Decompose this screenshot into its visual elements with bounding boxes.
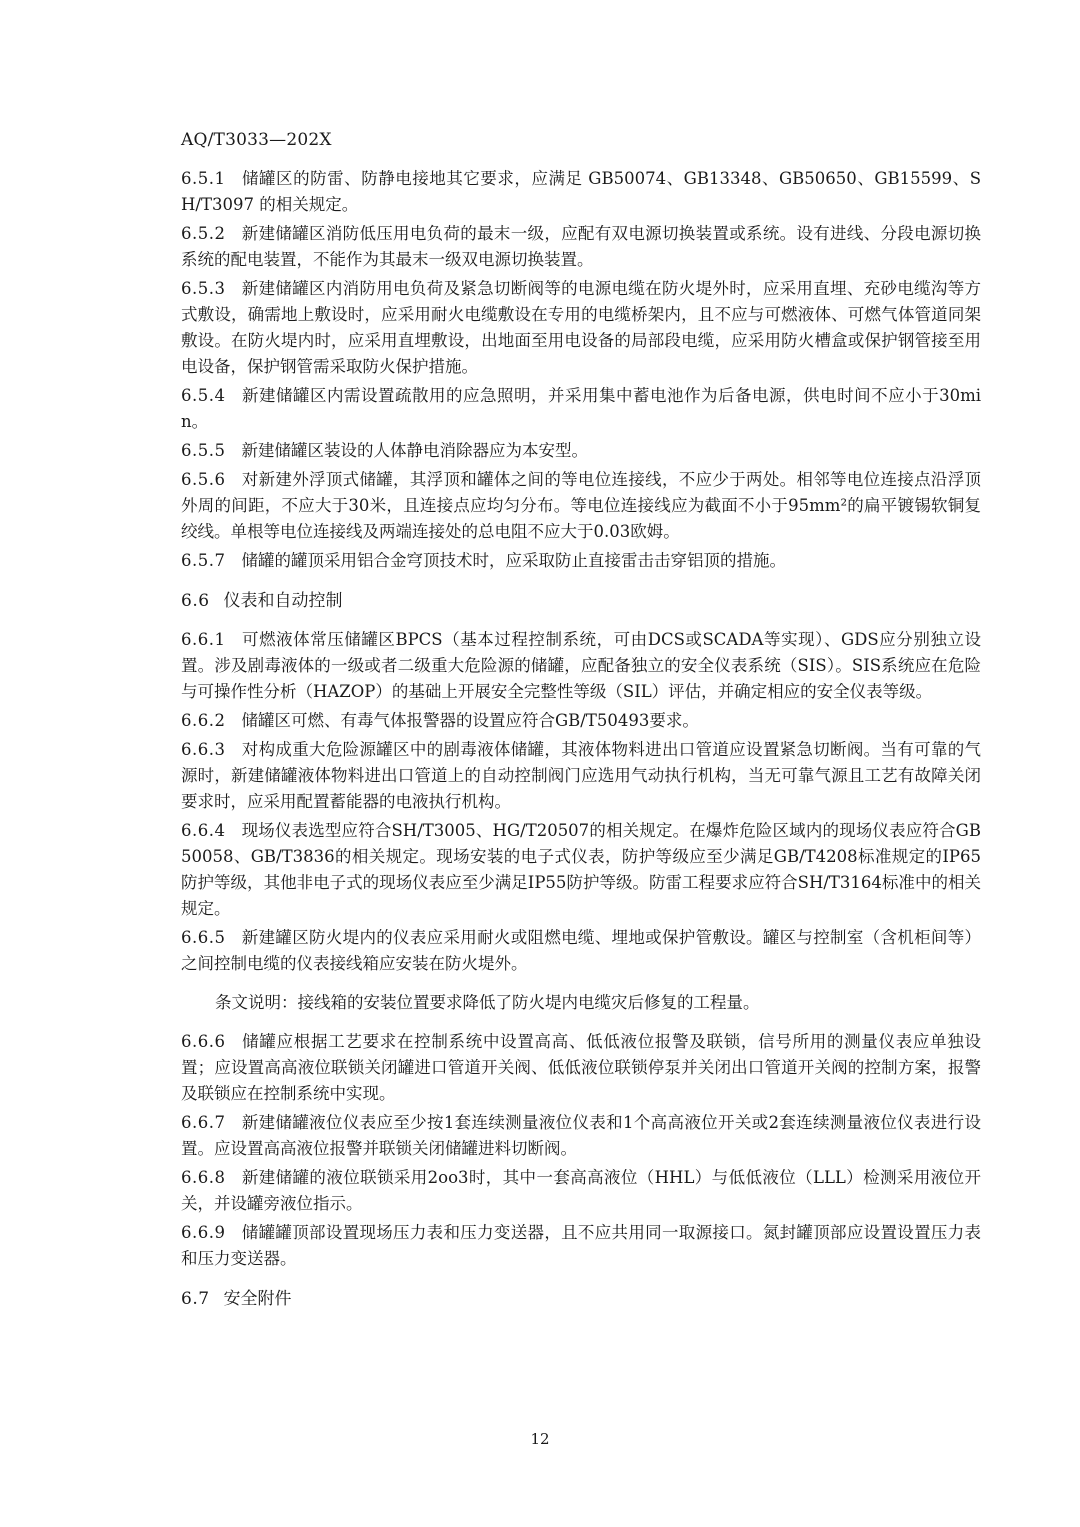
section-number: 6.6 [181,591,210,611]
section-heading-6-7 [181,1287,981,1311]
clause-number: 6.5.5 [181,441,226,460]
clause-number: 6.5.2 [181,224,226,243]
clause-number: 6.6.7 [181,1113,226,1132]
clause-text: 储罐区可燃、有毒气体报警器的设置应符合GB/T50493要求。 [241,711,699,730]
section-title: 安全附件 [223,1289,292,1309]
clause-6-5-4 [181,383,981,435]
clause-text: 新建罐区防火堤内的仪表应采用耐火或阻燃电缆、埋地或保护管敷设。罐区与控制室（含机柜间等）之间控制电缆的仪表接线箱应安装在防火堤外。 [181,928,981,973]
page-content [181,166,981,1325]
clause-text: 储罐罐顶部设置现场压力表和压力变送器，且不应共用同一取源接口。氮封罐顶部应设置设置压力表和压力变送器。 [181,1223,981,1268]
clause-6-6-9 [181,1220,981,1272]
clause-6-6-1 [181,627,981,705]
clause-number: 6.5.4 [181,386,226,405]
clause-6-5-7 [181,548,981,574]
clause-6-5-6 [181,467,981,545]
clause-6-5-3 [181,276,981,380]
clause-number: 6.6.8 [181,1168,226,1187]
document-code: AQ/T3033—202X [181,130,332,150]
clause-number: 6.5.7 [181,551,226,570]
clause-number: 6.6.6 [181,1032,226,1051]
clause-number: 6.6.5 [181,928,226,947]
section-title: 仪表和自动控制 [223,591,343,611]
clause-text: 储罐的罐顶采用铝合金穹顶技术时，应采取防止直接雷击击穿铝顶的措施。 [241,551,786,570]
clause-6-6-5 [181,925,981,977]
clause-text: 可燃液体常压储罐区BPCS（基本过程控制系统，可由DCS或SCADA等实现）、GDS应分别独立设置。涉及剧毒液体的一级或者二级重大危险源的储罐，应配备独立的安全仪表系统（SIS）。SIS系统应在危险与可操作性分析（HAZOP）的基础上开展安全完整性等级（SIL）评估，并确定相应的安全仪表等级。 [181,630,981,701]
clause-text: 对新建外浮顶式储罐，其浮顶和罐体之间的等电位连接线，不应少于两处。相邻等电位连接点沿浮顶外周的间距，不应大于30米，且连接点应均匀分布。等电位连接线应为截面不小于95mm²的扁平镀锡软铜复绞线。单根等电位连接线及两端连接处的总电阻不应大于0.03欧姆。 [181,470,981,541]
clause-6-5-5 [181,438,981,464]
clause-number: 6.6.4 [181,821,226,840]
clause-text: 对构成重大危险源罐区中的剧毒液体储罐，其液体物料进出口管道应设置紧急切断阀。当有可靠的气源时，新建储罐液体物料进出口管道上的自动控制阀门应选用气动执行机构，当无可靠气源且工艺有故障关闭要求时，应采用配置蓄能器的电液执行机构。 [181,740,981,811]
section-heading-6-6 [181,589,981,613]
clause-6-5-2 [181,221,981,273]
clause-number: 6.5.1 [181,169,226,188]
clause-number: 6.5.3 [181,279,226,298]
clause-text: 新建储罐区内消防用电负荷及紧急切断阀等的电源电缆在防火堤外时，应采用直埋、充砂电缆沟等方式敷设，确需地上敷设时，应采用耐火电缆敷设在专用的电缆桥架内，且不应与可燃液体、可燃气体管道同架敷设。在防火堤内时，应采用直埋敷设，出地面至用电设备的局部段电缆，应采用防火槽盒或保护钢管接至用电设备，保护钢管需采取防火保护措施。 [181,279,981,376]
clause-explanation-note: 条文说明：接线箱的安装位置要求降低了防火堤内电缆灾后修复的工程量。 [215,993,760,1012]
clause-number: 6.6.3 [181,740,226,759]
clause-6-6-2 [181,708,981,734]
clause-6-6-4 [181,818,981,922]
section-number: 6.7 [181,1289,210,1309]
clause-6-6-7 [181,1110,981,1162]
clause-text: 新建储罐区装设的人体静电消除器应为本安型。 [241,441,588,460]
clause-text: 新建储罐区消防低压用电负荷的最末一级，应配有双电源切换装置或系统。设有进线、分段电源切换系统的配电装置，不能作为其最末一级双电源切换装置。 [181,224,981,269]
clause-text: 新建储罐的液位联锁采用2oo3时，其中一套高高液位（HHL）与低低液位（LLL）检测采用液位开关，并设罐旁液位指示。 [181,1168,981,1213]
clause-number: 6.6.2 [181,711,226,730]
clause-6-5-1 [181,166,981,218]
clause-text: 新建储罐液位仪表应至少按1套连续测量液位仪表和1个高高液位开关或2套连续测量液位仪表进行设置。应设置高高液位报警并联锁关闭储罐进料切断阀。 [181,1113,981,1158]
page-number: 12 [530,1430,550,1448]
clause-number: 6.6.1 [181,630,226,649]
clause-number: 6.5.6 [181,470,226,489]
clause-6-6-3 [181,737,981,815]
clause-text: 储罐区的防雷、防静电接地其它要求，应满足 GB50074、GB13348、GB50650、GB15599、SH/T3097 的相关规定。 [181,169,981,214]
clause-text: 现场仪表选型应符合SH/T3005、HG/T20507的相关规定。在爆炸危险区域内的现场仪表应符合GB50058、GB/T3836的相关规定。现场安装的电子式仪表，防护等级应至少满足GB/T4208标准规定的IP65防护等级，其他非电子式的现场仪表应至少满足IP55防护等级。防雷工程要求应符合SH/T3164标准中的相关规定。 [181,821,981,918]
clause-text: 储罐应根据工艺要求在控制系统中设置高高、低低液位报警及联锁，信号所用的测量仪表应单独设置；应设置高高液位联锁关闭罐进口管道开关阀、低低液位联锁停泵并关闭出口管道开关阀的控制方案，报警及联锁应在控制系统中实现。 [181,1032,981,1103]
clause-text: 新建储罐区内需设置疏散用的应急照明，并采用集中蓄电池作为后备电源，供电时间不应小于30min。 [181,386,981,431]
clause-6-6-8 [181,1165,981,1217]
clause-number: 6.6.9 [181,1223,226,1242]
clause-6-6-6 [181,1029,981,1107]
